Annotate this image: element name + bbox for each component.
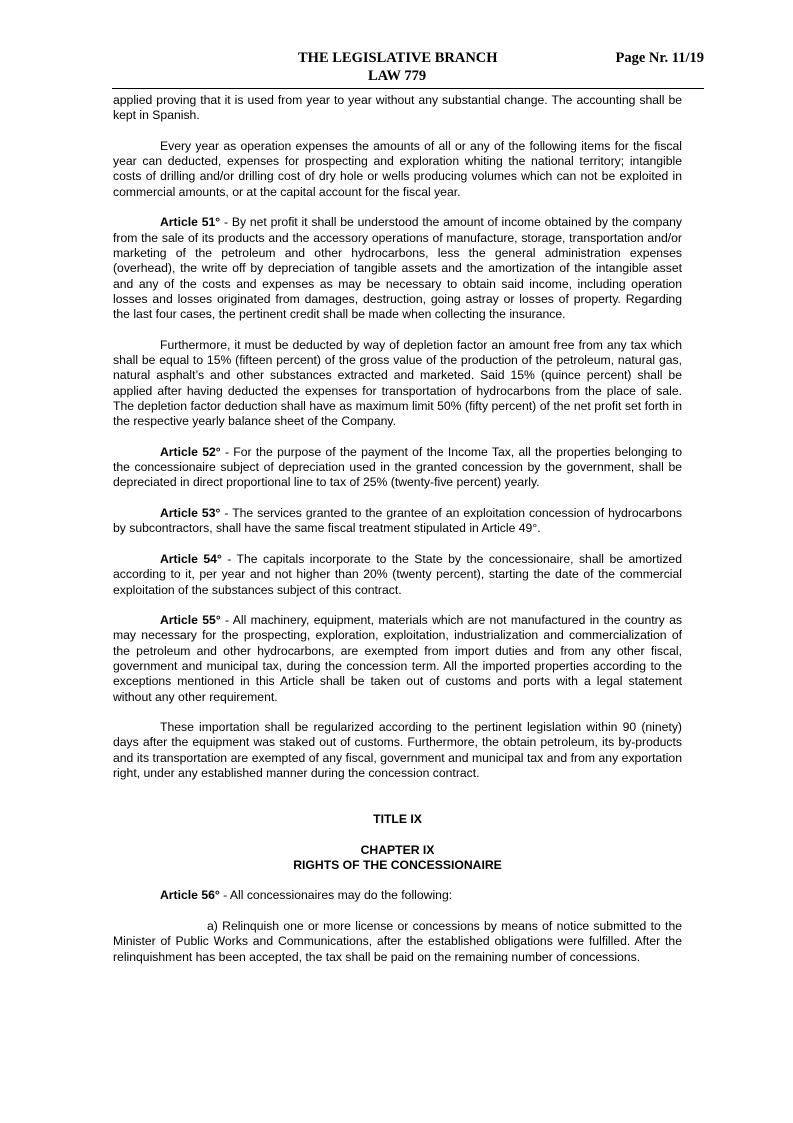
article-52: [113, 445, 682, 491]
article-56-text: - All concessionaires may do the following:: [219, 888, 453, 903]
article-53: [113, 506, 682, 537]
chapter-name-heading: RIGHTS OF THE CONCESSIONAIRE: [293, 857, 502, 872]
article-52-text: - For the purpose of the payment of the Income Tax, all the properties belonging to the concessionaire subject of depreciation used in the granted concession by the government, shall be depreciated in direct proportional line to tax of 25% (twenty-five percent) yearly.: [113, 444, 682, 490]
document-body: [113, 93, 682, 980]
article-53-text: - The services granted to the grantee of an exploitation concession of hydrocarbons by subcontractors, shall have the same fiscal treatment stipulated in Article 49°.: [113, 506, 682, 536]
header-title: THE LEGISLATIVE BRANCH: [298, 50, 498, 66]
page-header: [112, 50, 704, 89]
article-55-label: Article 55°: [160, 613, 221, 628]
chapter-heading: CHAPTER IX: [360, 842, 435, 857]
spacer: [113, 827, 682, 842]
header-page-number: Page Nr. 11/19: [615, 50, 704, 66]
article-55: [113, 613, 682, 705]
article-56: [113, 888, 682, 903]
header-law-number: LAW 779: [368, 68, 427, 84]
paragraph-accounting: applied proving that it is used from year to year without any substantial change. The accounting shall be kept in Spanish.: [113, 93, 682, 123]
paragraph-operation-expenses: Every year as operation expenses the amounts of all or any of the following items for the fiscal year can deducted, expenses for prospecting and exploration whiting the national territory; intangible costs of drilling and/or drilling cost of dry hole or wells producing volumes which can not be exploited in commercial amounts, or at the capital account for the fiscal year.: [113, 138, 682, 199]
article-54-text: - The capitals incorporate to the State by the concessionaire, shall be amortized according to it, per year and not higher than 20% (twenty percent), starting the date of the commercial exploitation of the substances subject of this contract.: [113, 551, 682, 597]
paragraph-depletion-factor: Furthermore, it must be deducted by way of depletion factor an amount free from any tax which shall be equal to 15% (fifteen percent) of the gross value of the production of the petroleum, natural gas, natural asphalt’s and other substances extracted and marketed. Said 15% (quince percent) shall be applied after having deducted the expenses for transportation of hydrocarbons from the place of sale. The depletion factor deduction shall have as maximum limit 50% (fifty percent) of the net profit set forth in the respective yearly balance sheet of the Company.: [113, 337, 682, 429]
article-54-label: Article 54°: [160, 551, 222, 566]
article-51-text: - By net profit it shall be understood the amount of income obtained by the company from the sale of its products and the accessory operations of manufacture, storage, transportation and/or marketing of the petroleum and other hydrocarbons, less the general administration expenses (overhead), the write off by depreciation of tangible assets and the amortization of the intangible asset and any of the costs and expenses as may be necessary to obtain said income, including operation losses and losses originated from damages, destruction, going astray or losses of property. Regarding the last four cases, the pertinent credit shall be made when collecting the insurance.: [113, 215, 683, 322]
spacer: [113, 797, 682, 812]
article-55-text: - All machinery, equipment, materials which are not manufactured in the country as may necessary for the prospecting, exploration, exploitation, industrialization and commercialization of the petroleum and other hydrocarbons, are exempted from import duties and from any other fiscal, government and municipal tax, during the concession term. All the imported properties according to the exceptions mentioned in this Article shall be taken out of customs and ports with a legal statement without any other requirement.: [113, 613, 682, 704]
article-56-label: Article 56°: [160, 888, 220, 903]
article-53-label: Article 53°: [160, 506, 221, 521]
article-52-label: Article 52°: [160, 444, 221, 459]
title-heading: TITLE IX: [373, 811, 422, 826]
list-item-a: a) Relinquish one or more license or concessions by means of notice submitted to the Minister of Public Works and Communications, after the established obligations were fulfilled. After the relinquishment has been accepted, the tax shall be paid on the remaining number of concessions.: [113, 919, 682, 964]
paragraph-importation: These importation shall be regularized according to the pertinent legislation within 90 (ninety) days after the equipment was staked out of customs. Furthermore, the obtain petroleum, its by-products and its transportation are exempted of any fiscal, government and municipal tax and from any exportation right, under any established manner during the concession contract.: [113, 720, 682, 781]
spacer: [113, 873, 682, 888]
article-51-label: Article 51°: [160, 215, 221, 230]
article-54: [113, 552, 682, 598]
article-51: [113, 215, 682, 322]
